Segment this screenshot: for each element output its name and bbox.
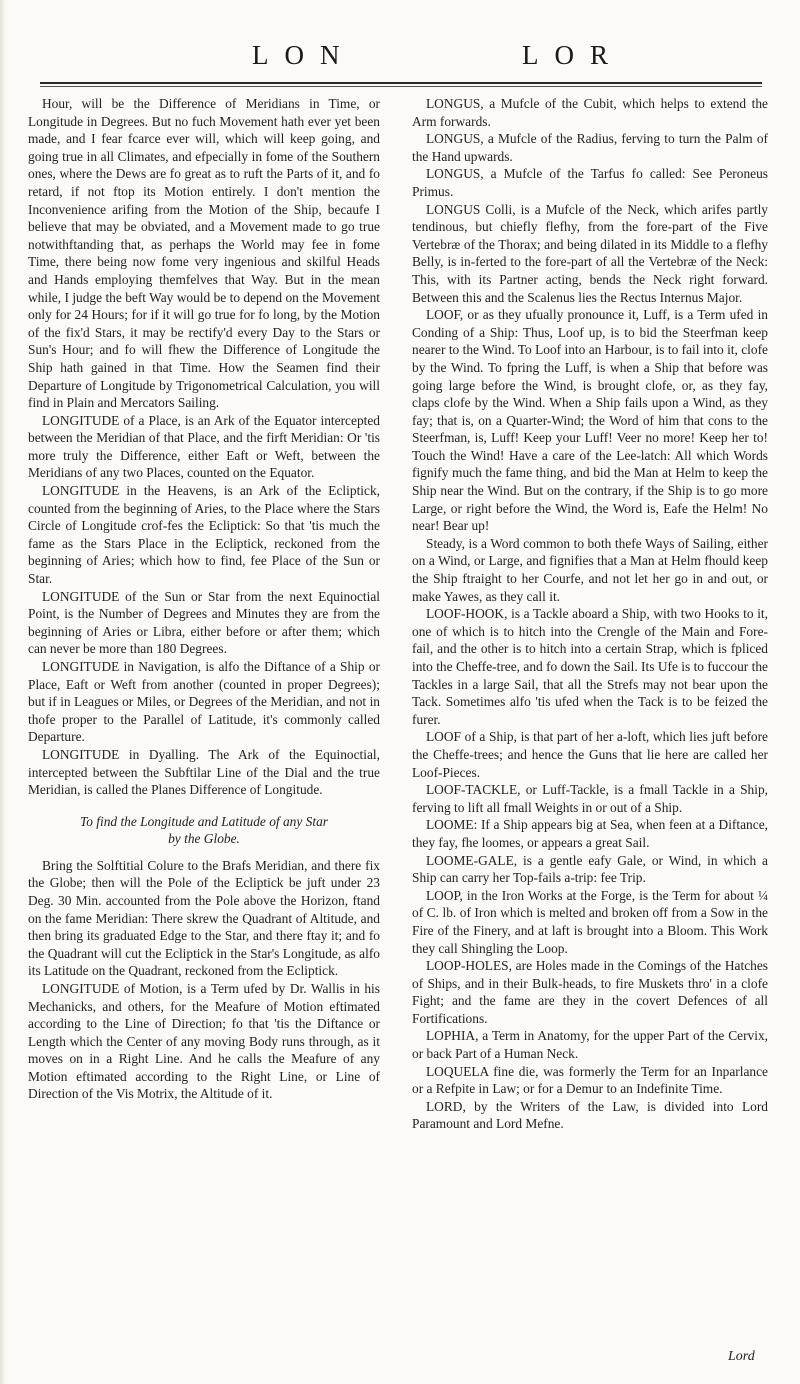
entry-loof: LOOF, or as they ufually pronounce it, Luff, is a Term ufed in Conding of a Ship: Thus, Loof up, is to bid the Steerfman keep nearer to the Wind. To Loof into an Harbour, is to fail into it, clofe by the Wind. To fpring the Luff, is when a Ship that before was going large before the Wind, is brought clofe, or, as they fay, claps clofe by the Wind. When a Ship fails upon a Wind, as they fay; that is, on a Quarter-Wind; the Word of him that cons to the Steerfman, is, Luff! Keep your Luff! Veer no more! Keep her to! Touch the Wind! Have a care of the Lee-latch: All which Words fignify much the fame thing, and bid the Man at Helm to keep the Ship near the Wind. But on the contrary, if the Ship is to go more Large, or right before the Wind, the Word is, Eafe the Helm! No near! Bear up! — [412, 307, 768, 534]
entry-longus-cubit: LONGUS, a Mufcle of the Cubit, which helps to extend the Arm forwards. — [412, 96, 768, 129]
entry-longitude-of-sun-or-star: LONGITUDE of the Sun or Star from the next Equinoctial Point, is the Number of Degrees and Minutes they are from the beginning of Aries or Libra, either before or after them; which can never be more than 180 Degrees. — [28, 588, 380, 657]
entry-loof-of-ship: LOOF of a Ship, is that part of her a-loft, which lies juft before the Cheffe-trees; and hence the Guns that lie here are called her Loof-Pieces. — [412, 729, 768, 780]
entry-longitude-in-heavens: LONGITUDE in the Heavens, is an Ark of the Ecliptick, counted from the beginning of Aries, to the Place where the Stars Circle of Longitude crof-fes the Ecliptick: So that 'tis much the fame as the Stars Place in the Ecliptick, reckoned from the beginning of Aries; which how to find, fee Place of the Sun or Star. — [28, 483, 380, 587]
entry-longus-radius: LONGUS, a Mufcle of the Radius, ferving to turn the Palm of the Hand upwards. — [412, 131, 768, 164]
entry-lophia: LOPHIA, a Term in Anatomy, for the upper Part of the Cervix, or back Part of a Human Neck. — [412, 1028, 768, 1062]
entry-longitude-in-dyalling: LONGITUDE in Dyalling. The Ark of the Equinoctial, intercepted between the Subftilar Line of the Dial and the true Meridian, is called the Planes Difference of Longitude. — [28, 746, 380, 798]
entry-loome-gale: LOOME-GALE, is a gentle eafy Gale, or Wind, in which a Ship can carry her Top-fails a-trip: fee Trip. — [412, 852, 768, 886]
entry-loop: LOOP, in the Iron Works at the Forge, is the Term for about ¼ of C. lb. of Iron which is melted and broken off from a Sow in the Fire of the Finery, and at laft is brought into a Bloom. This Work they call Shingling the Loop. — [412, 887, 768, 956]
entry-globe-method: Bring the Solftitial Colure to the Brafs Meridian, and there fix the Globe; then will the Pole of the Ecliptick be juft under 23 Deg. 30 Min. accounted from the Pole above the Horizon, ftand on the fame Meridian: There skrew the Quadrant of Altitude, and then bring its graduated Edge to the Star, and there ftay it; and fo the Quadrant will cut the Ecliptick in the Star's Longitude, as alfo its Latitude on the Quadrant, reckoned from the Ecliptick. — [28, 857, 380, 979]
entry-steady: Steady, is a Word common to both thefe Ways of Sailing, either on a Wind, or Large, and fignifies that a Man at Helm fhould keep the Ship ftraight to her Courfe, and not let her go in and out, or make Yawes, as they call it. — [412, 535, 768, 604]
subheading — [28, 813, 380, 847]
right-column — [412, 95, 768, 1133]
subheading-line-2: by the Globe. — [168, 830, 240, 846]
header-rule-thin — [40, 86, 762, 87]
entry-loome: LOOME: If a Ship appears big at Sea, when feen at a Diftance, they fay, fhe loomes, or appears a great Sail. — [412, 817, 768, 850]
entry-loquela: LOQUELA fine die, was formerly the Term for an Inparlance or a Refpite in Law; or for a Demur to an Indefinite Time. — [412, 1063, 768, 1097]
entry-loof-tackle: LOOF-TACKLE, or Luff-Tackle, is a fmall Tackle in a Ship, ferving to lift all fmall Weights in or out of a Ship. — [412, 782, 768, 815]
entry-longitude-of-a-place: LONGITUDE of a Place, is an Ark of the Equator intercepted between the Meridian of that Place, and the firft Meridian: Or 'tis more truly the Difference, either Eaft or Weft, between the Meridians of any two Places, counted on the Equator. — [28, 412, 380, 481]
header-rule — [40, 82, 762, 84]
entry-lord: LORD, by the Writers of the Law, is divided into Lord Paramount and Lord Mefne. — [412, 1098, 768, 1132]
subheading-line-1: To find the Longitude and Latitude of any Star — [80, 813, 328, 829]
entry-paragraph: Hour, will be the Difference of Meridians in Time, or Longitude in Degrees. But no fuch Movement hath ever yet been made, and I fear fcarce ever will, which will keep going, and going true in all Climates, and efpecially in fome of the Southern ones, where the Dews are fo great as to ruft the Parts of it, and fo retard, if not ftop its Motion entirely. I don't mention the Inconvenience arifing from the Motion of the Ship, becaufe I believe that may be obviated, and a Movement made to go true notwithftanding that, as perhaps the World may fee in fome Time, there being now fome very ingenious and skilful Heads and Hands employing themfelves that Way. But in the mean while, I judge the beft Way would be to depend on the Movement only for 24 Hours; for if it will go true for fo long, by the Motion of the fix'd Stars, it may be rectify'd every Day to the Stars or Sun's Hour; and fo will fhew the Difference of Longitude the Ship hath gained in that Time. How the Seamen find their Departure of Longitude by Trigonometrical Calculation, you will find in Plain and Mercators Sailing. — [28, 96, 380, 411]
page-binding-edge — [0, 0, 6, 1384]
running-head — [0, 40, 800, 80]
entry-loop-holes: LOOP-HOLES, are Holes made in the Comings of the Hatches of Ships, and in their Bulk-heads, to fire Muskets thro' in a clofe Fight; and the fame are they in the covert Defences of all Fortifications. — [412, 958, 768, 1026]
entry-longitude-of-motion: LONGITUDE of Motion, is a Term ufed by Dr. Wallis in his Mechanicks, and others, for the Meafure of Motion eftimated according to the Line of Direction; fo that 'tis the Diftance or Length which the Center of any moving Body runs through, as it moves on in a Right Line. And he calls the Meafure of any Motion eftimated according to the Right Line, or Line of Direction of the Vis Motrix, the Altitude of it. — [28, 980, 380, 1102]
running-head-right: LOR — [522, 40, 624, 70]
catchword: Lord — [728, 1349, 755, 1364]
left-column — [28, 95, 380, 1103]
running-head-left: LON — [252, 40, 356, 70]
entry-longitude-in-navigation: LONGITUDE in Navigation, is alfo the Diftance of a Ship or Place, Eaft or Weft from another (counted in proper Degrees); but if in Leagues or Miles, or Degrees of the Meridian, and not in thofe proper to the Parallel of Latitude, it's commonly called Departure. — [28, 659, 380, 745]
entry-loof-hook: LOOF-HOOK, is a Tackle aboard a Ship, with two Hooks to it, one of which is to hitch into the Crengle of the Main and Fore-fail, and the other is to hitch into a certain Strap, which is fpliced into the Cheffe-tree, and fo down the Sail. Its Ufe is to fuccour the Tackles in a large Sail, that all the Strefs may not bear upon the Tack. Sometimes alfo 'tis ufed when the Tack is to be feized the furer. — [412, 606, 768, 727]
entry-longus-colli: LONGUS Colli, is a Mufcle of the Neck, which arifes partly tendinous, but chiefly flefhy, from the fore-part of the Five Vertebræ of the Thorax; and being dilated in its Middle to a flefhy Belly, is in-ferted to the fore-part of all the Vertebræ of the Neck: This, with its Partner acting, bends the Neck right forward. Between this and the Scalenus lies the Rectus Internus Major. — [412, 201, 768, 305]
entry-longus-tarfus: LONGUS, a Mufcle of the Tarfus fo called: See Peroneus Primus. — [412, 166, 768, 199]
